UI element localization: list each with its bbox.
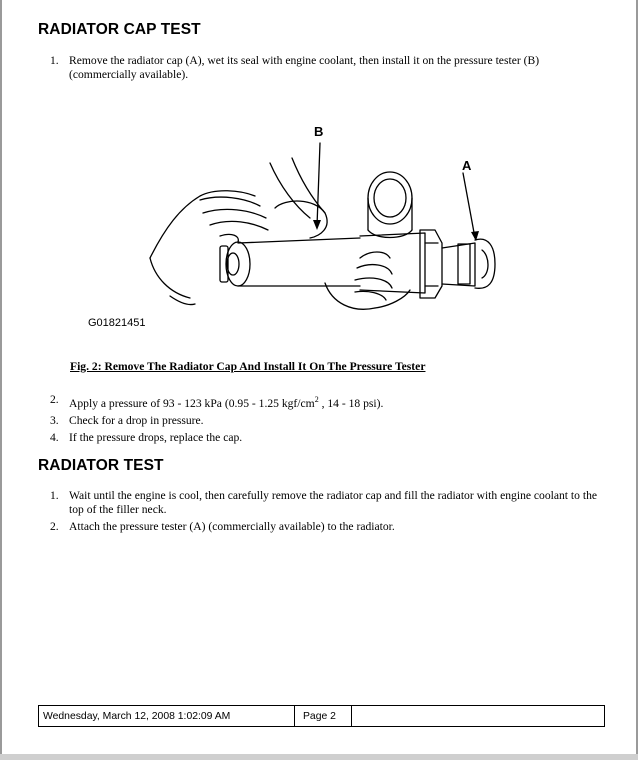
list-item bbox=[38, 393, 598, 411]
figure-caption: Fig. 2: Remove The Radiator Cap And Install It On The Pressure Tester bbox=[70, 360, 426, 373]
cap-test-steps bbox=[38, 54, 598, 85]
page-footer bbox=[38, 705, 605, 727]
step-text: If the pressure drops, replace the cap. bbox=[69, 431, 243, 445]
step-text: Remove the radiator cap (A), wet its seal with engine coolant, then install it on the pressure tester (B) (commercially available). bbox=[69, 54, 540, 82]
list-item bbox=[38, 54, 598, 82]
step-text: Wait until the engine is cool, then carefully remove the radiator cap and fill the radiator with engine coolant to the top of the filler neck. bbox=[69, 489, 598, 517]
cap-test-steps-continued bbox=[38, 393, 598, 448]
pressure-tester-illustration bbox=[70, 118, 510, 338]
section-title-radiator-cap-test: RADIATOR CAP TEST bbox=[38, 21, 201, 38]
figure-code: G01821451 bbox=[88, 317, 146, 329]
step-number: 2. bbox=[50, 393, 59, 406]
step-number: 1. bbox=[50, 489, 59, 502]
step-number: 2. bbox=[50, 520, 59, 534]
step-text: Check for a drop in pressure. bbox=[69, 414, 204, 428]
page-edge-left bbox=[0, 0, 2, 760]
list-item bbox=[38, 489, 598, 517]
step-text-part: , 14 - 18 psi). bbox=[318, 396, 384, 410]
superscript: 2 bbox=[314, 395, 319, 404]
list-item bbox=[38, 414, 598, 428]
radiator-test-steps bbox=[38, 489, 598, 538]
page-edge-bottom bbox=[0, 754, 638, 760]
footer-page-number: Page 2 bbox=[295, 706, 352, 726]
step-number: 3. bbox=[50, 414, 59, 428]
section-title-radiator-test: RADIATOR TEST bbox=[38, 457, 164, 474]
list-item bbox=[38, 431, 598, 445]
step-number: 1. bbox=[50, 54, 59, 67]
step-text bbox=[69, 397, 383, 410]
step-text: Attach the pressure tester (A) (commercially available) to the radiator. bbox=[69, 520, 395, 534]
step-number: 4. bbox=[50, 431, 59, 445]
callout-label-a: A bbox=[462, 158, 472, 173]
callout-label-b: B bbox=[314, 124, 324, 139]
list-item bbox=[38, 520, 598, 534]
footer-date: Wednesday, March 12, 2008 1:02:09 AM bbox=[39, 706, 295, 726]
pressure-tester-figure bbox=[70, 118, 510, 338]
footer-blank-cell bbox=[352, 706, 604, 726]
step-text-part: Apply a pressure of 93 - 123 kPa (0.95 - 1.25 kgf/cm bbox=[69, 396, 315, 410]
